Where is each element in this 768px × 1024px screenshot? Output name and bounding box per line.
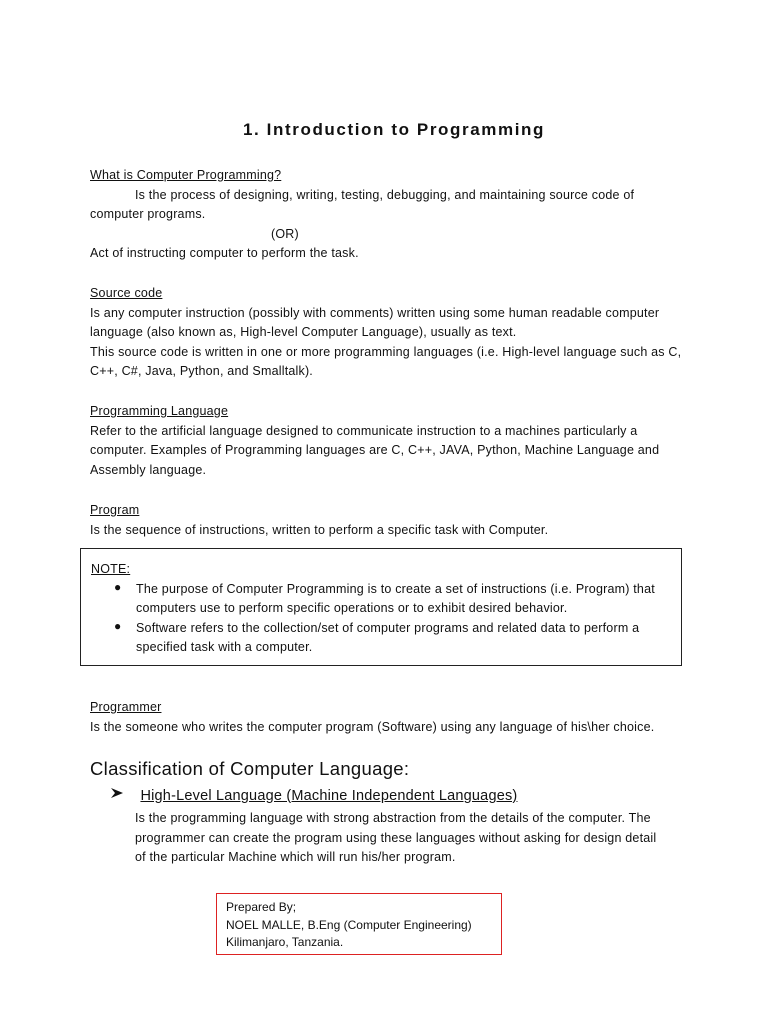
section-heading: Programming Language — [90, 404, 229, 418]
author-location: Kilimanjaro, Tanzania. — [226, 935, 344, 949]
arrowhead-bullet-icon — [110, 786, 126, 802]
paragraph-line: computer programs. — [90, 207, 206, 222]
author-name: NOEL MALLE, B.Eng (Computer Engineering) — [226, 917, 472, 932]
classification-body — [135, 809, 675, 868]
section-heading: What is Computer Programming? — [90, 168, 282, 182]
paragraph-line: Is any computer instruction (possibly with comments) written using some human readable computer — [90, 305, 660, 320]
section-heading: Source code — [90, 286, 163, 300]
paragraph-line: programmer can create the program using these languages without asking for design detail — [135, 830, 657, 845]
section-heading: Program — [90, 503, 140, 517]
section-programmer — [90, 698, 690, 737]
section-program — [90, 501, 690, 540]
classification-subsection — [110, 786, 517, 805]
document-title: 1. Introduction to Programming — [242, 120, 546, 139]
paragraph-line: computer. Examples of Programming languages are C, C++, JAVA, Python, Machine Language and — [90, 443, 660, 458]
paragraph-line: Is the programming language with strong abstraction from the details of the computer. The — [135, 811, 651, 825]
bullet-line: specified task with a computer. — [136, 640, 313, 655]
section-heading: Programmer — [90, 700, 162, 714]
bullet-line: computers use to perform specific operations or to exhibit desired behavior. — [136, 601, 568, 616]
bullet-dot-icon: ● — [114, 618, 122, 633]
bullet-line: Software refers to the collection/set of computer programs and related data to perform a — [136, 620, 640, 635]
paragraph-line: Act of instructing computer to perform the task. — [90, 246, 359, 261]
paragraph-line: of the particular Machine which will run his/her program. — [135, 850, 456, 865]
classification-heading: Classification of Computer Language: — [90, 758, 410, 779]
paragraph-line: language (also known as, High-level Computer Language), usually as text. — [90, 325, 517, 340]
paragraph-line: C++, C#, Java, Python, and Smalltalk). — [90, 364, 313, 379]
paragraph-line: Is the process of designing, writing, testing, debugging, and maintaining source code of — [135, 187, 635, 202]
note-bullet — [91, 619, 671, 658]
prepared-by-label: Prepared By; — [226, 900, 297, 914]
paragraph-line: This source code is written in one or more programming languages (i.e. High-level language such as C, — [90, 344, 682, 359]
paragraph-line: Refer to the artificial language designed to communicate instruction to a machines particularly a — [90, 423, 638, 438]
section-source-code — [90, 284, 690, 382]
section-programming-language — [90, 402, 690, 480]
note-heading: NOTE: — [91, 562, 131, 576]
section-what-is — [90, 166, 690, 264]
note-bullet — [91, 580, 671, 619]
or-separator: (OR) — [271, 226, 299, 241]
paragraph-line: Assembly language. — [90, 462, 207, 477]
classification-subheading: High-Level Language (Machine Independent Languages) — [140, 788, 518, 804]
paragraph-line: Is the someone who writes the computer program (Software) using any language of his\her choice. — [90, 719, 655, 734]
prepared-by-box — [216, 893, 502, 955]
bullet-dot-icon: ● — [114, 579, 122, 594]
paragraph-line: Is the sequence of instructions, written to perform a specific task with Computer. — [90, 522, 549, 537]
note-box — [80, 548, 682, 666]
bullet-line: The purpose of Computer Programming is to create a set of instructions (i.e. Program) that — [136, 581, 655, 596]
